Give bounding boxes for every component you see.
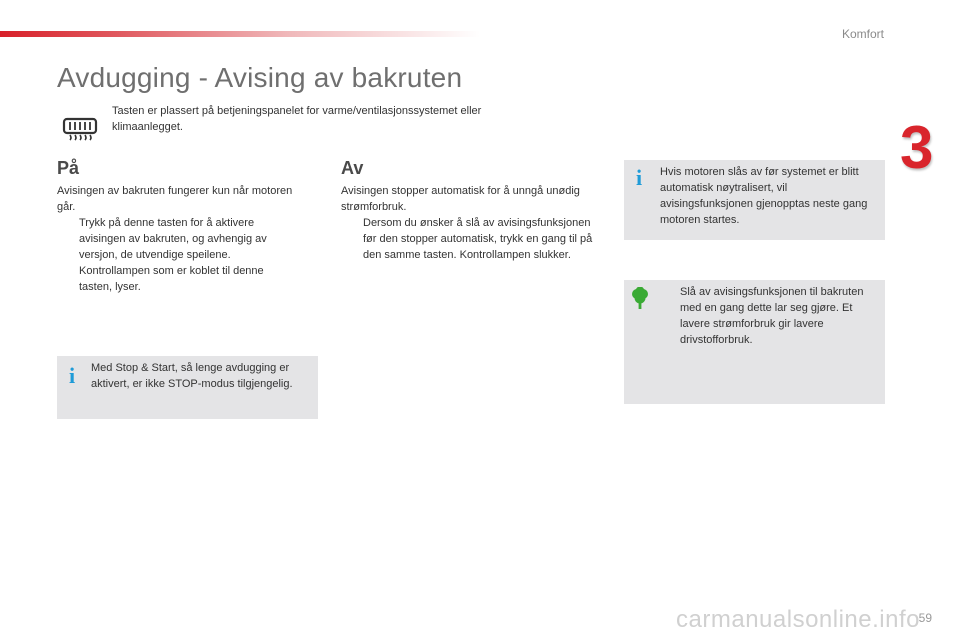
- engine-off-info-box: [624, 160, 885, 240]
- off-section-text: [341, 183, 603, 263]
- eco-tree-icon: [630, 287, 650, 309]
- on-bullet-text: Trykk på denne tasten for å aktivere avisingen av bakruten, og avhengig av versjon, de utvendige speilene. Kontrollampen som er koblet til denne tasten, lyser.: [79, 217, 267, 293]
- on-bullet: [57, 215, 297, 295]
- stop-start-info-text: Med Stop & Start, så lenge avdugging er aktivert, er ikke STOP-modus tilgjengelig.: [91, 362, 293, 390]
- page-number: 59: [918, 611, 932, 625]
- heading-on: På: [57, 158, 80, 178]
- eco-tip-text: Slå av avisingsfunksjonen til bakruten med en gang dette lar seg gjøre. Et lavere strømforbruk gir lavere drivstofforbruk.: [680, 286, 864, 346]
- bullet-marker: [57, 215, 79, 295]
- info-icon: i: [636, 165, 643, 190]
- header-accent-bar: [0, 31, 480, 37]
- heading-off: Av: [341, 158, 364, 178]
- bullet-marker: [341, 215, 363, 263]
- eco-tip-box: [624, 280, 885, 404]
- off-bullet: [341, 215, 603, 263]
- stop-start-info-box: [57, 356, 318, 419]
- off-bullet-text: Dersom du ønsker å slå av avisingsfunksjonen før den stopper automatisk, trykk en gang til på den samme tasten. Kontrollampen slukker.: [363, 217, 593, 261]
- section-name: Komfort: [841, 27, 884, 41]
- rear-defrost-icon: [62, 117, 98, 141]
- on-paragraph: Avisingen av bakruten fungerer kun når motoren går.: [57, 185, 293, 213]
- on-section-text: [57, 183, 297, 295]
- intro-text: Tasten er plassert på betjeningspanelet for varme/ventilasjonssystemet eller klimaanlegget.: [112, 105, 482, 133]
- off-paragraph: Avisingen stopper automatisk for å unngå unødig strømforbruk.: [341, 185, 580, 213]
- eco-tip-content: [658, 284, 878, 348]
- page-title: Avdugging - Avising av bakruten: [57, 62, 463, 93]
- bullet-marker: [658, 284, 680, 348]
- info-icon: i: [69, 363, 76, 388]
- chapter-number: 3: [900, 114, 934, 181]
- eco-bullet: [658, 284, 878, 348]
- engine-off-info-text: Hvis motoren slås av før systemet er blitt automatisk nøytralisert, vil avisingsfunksjonen gjenopptas neste gang motoren startes.: [660, 166, 868, 226]
- watermark: carmanualsonline.info: [676, 606, 920, 633]
